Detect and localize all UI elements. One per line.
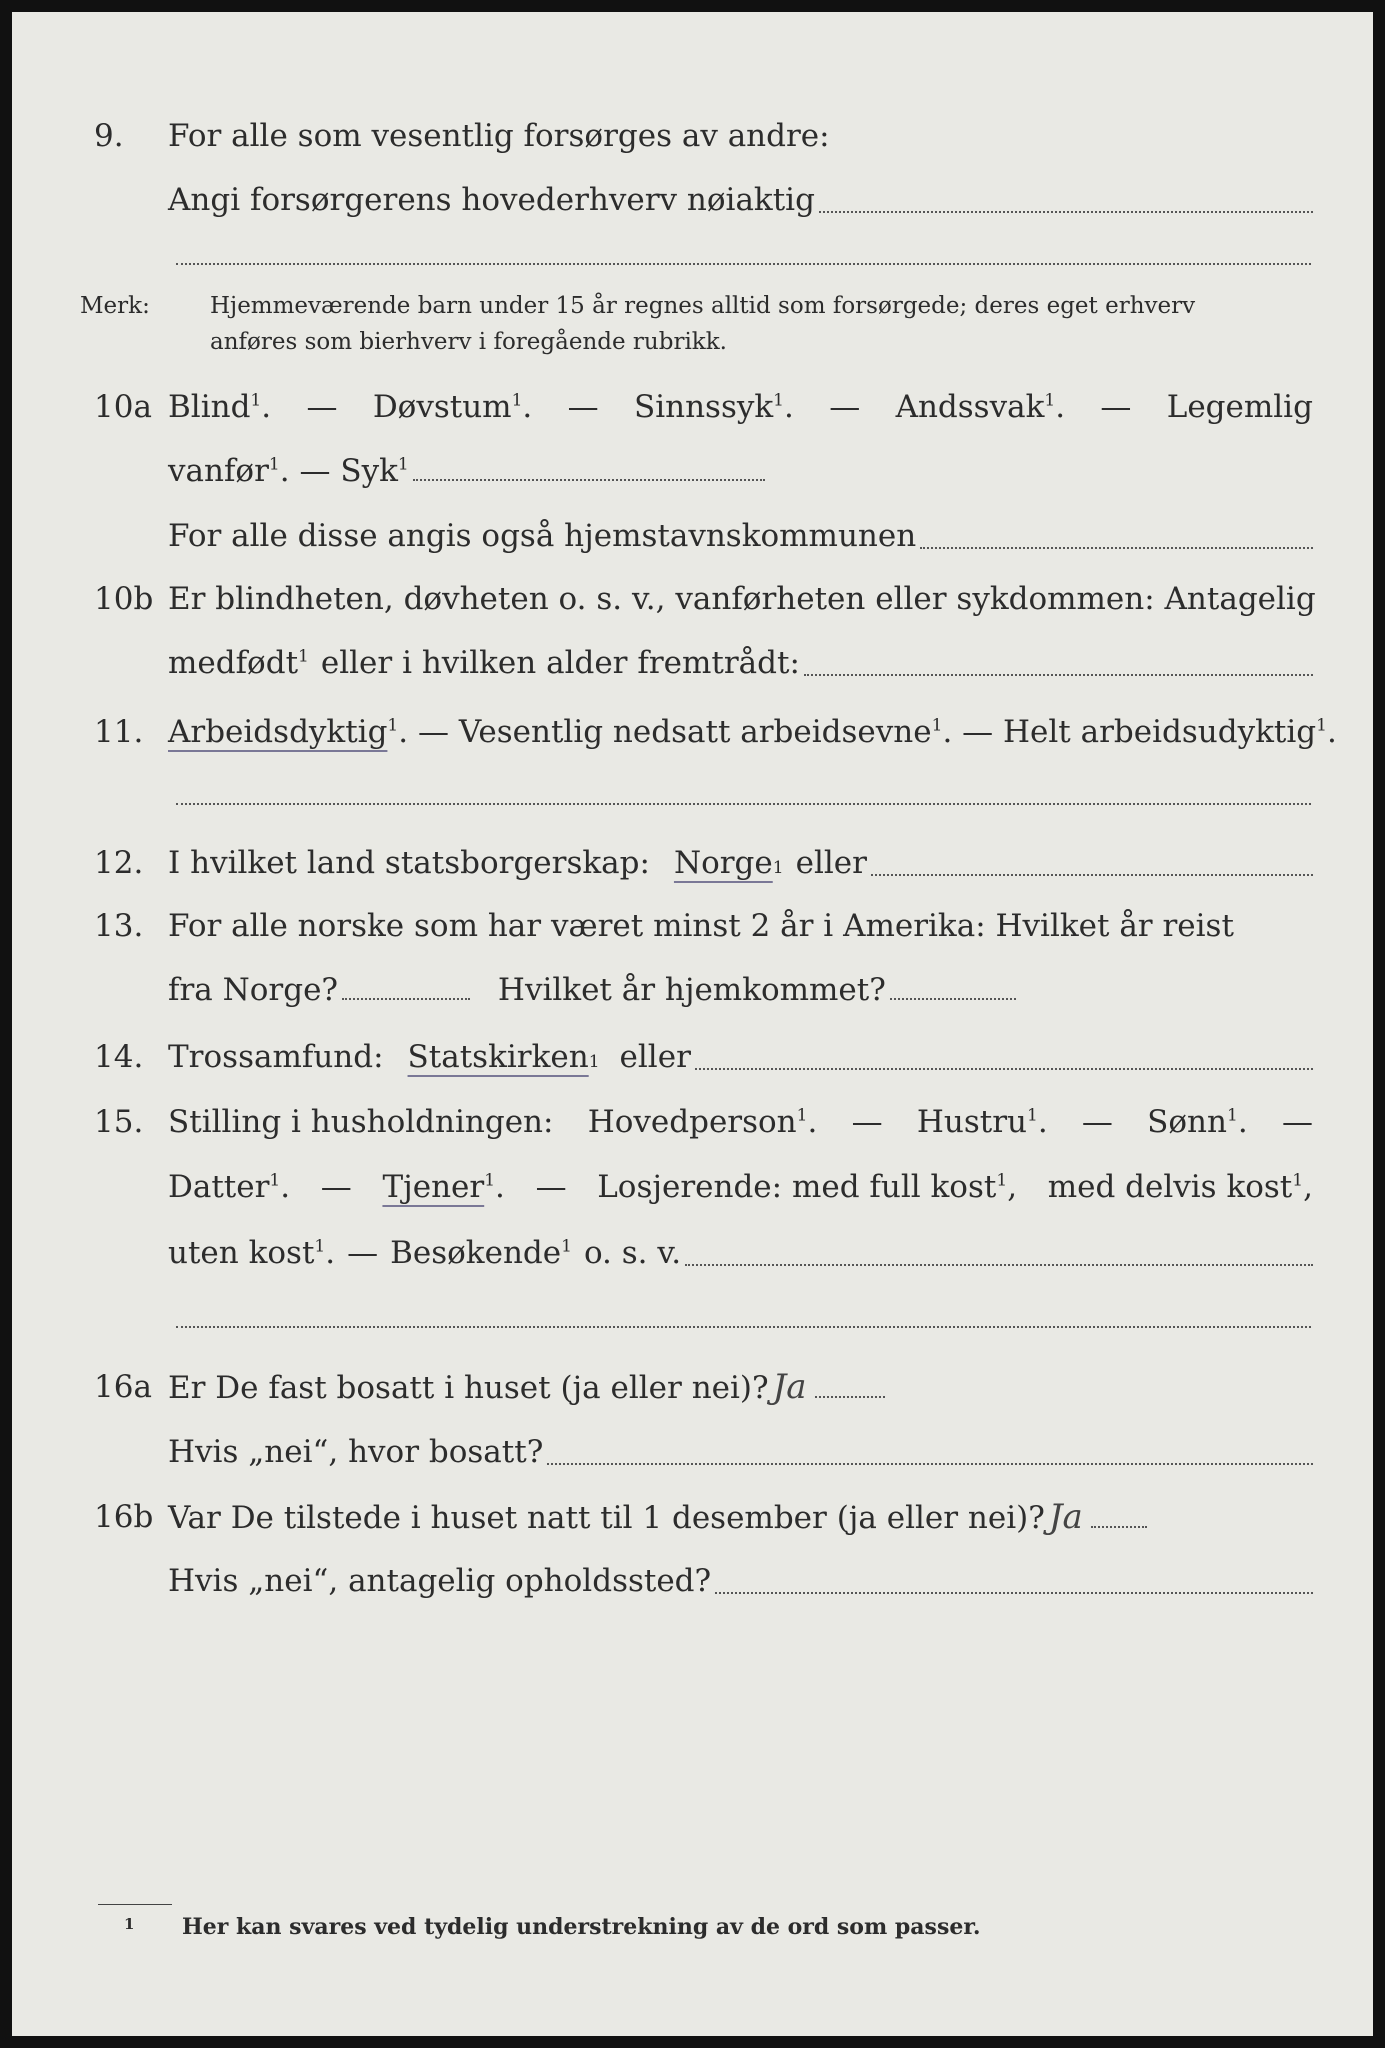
option-andssvak[interactable]: Andssvak$^1$. — [895, 389, 1066, 425]
q13-reist-line[interactable] — [342, 997, 470, 1000]
dash: — — [299, 453, 331, 489]
q10b-row2 — [12, 638, 1373, 688]
option-full-kost[interactable]: Losjerende: med full kost$^1$, — [597, 1169, 1018, 1205]
q16a-answer-line[interactable] — [815, 1395, 885, 1398]
q11-number: 11. — [94, 714, 144, 750]
q15-row2 — [12, 1162, 1373, 1212]
q11-row: 11. Arbeidsdyktig$^1$. — Vesentlig nedsatt arbeidsevne$^1$. — Helt arbeidsudyktig$^1$. — [12, 707, 1373, 757]
q13-row — [12, 901, 1373, 951]
q12-label: I hvilket land statsborgerskap: — [168, 845, 650, 881]
q15-label: Stilling i husholdningen: — [168, 1104, 554, 1140]
q16a-handwritten-answer: Ja — [772, 1367, 807, 1407]
q12-number: 12. — [94, 845, 144, 881]
q11-extra-line[interactable] — [176, 802, 1311, 805]
option-syk[interactable]: Syk$^1$ — [340, 453, 409, 489]
q14-answer-line[interactable] — [695, 1067, 1313, 1070]
option-nedsatt-arbeidsevne[interactable]: Vesentlig nedsatt arbeidsevne$^1$. — [458, 714, 953, 750]
q16b-opholdssted-line[interactable] — [715, 1591, 1313, 1594]
q15-extra-line[interactable] — [176, 1325, 1311, 1328]
q15-answer-line[interactable] — [685, 1263, 1313, 1266]
q14-number: 14. — [94, 1039, 144, 1075]
option-uten-kost[interactable]: uten kost$^1$. — [168, 1235, 336, 1271]
q15-osv: o. s. v. — [583, 1235, 682, 1271]
option-helt-arbeidsudyktig[interactable]: Helt arbeidsudyktig$^1$. — [1003, 714, 1337, 750]
q16b-line2: Hvis „nei“, antagelig opholdssted? — [168, 1563, 712, 1599]
q13-row2 — [12, 965, 1373, 1015]
q9-row — [12, 111, 1373, 161]
option-delvis-kost[interactable]: med delvis kost$^1$, — [1047, 1169, 1313, 1205]
q12-answer-line[interactable] — [871, 873, 1313, 876]
option-arbeidsdyktig[interactable]: Arbeidsdyktig — [168, 714, 388, 750]
merk-line1: Hjemmeværende barn under 15 år regnes alltid som forsørgede; deres eget erhverv — [210, 293, 1196, 319]
q16a-row — [12, 1362, 1373, 1412]
merk-label: Merk: — [80, 293, 150, 319]
footnote-text: Her kan svares ved tydelig understrekning av de ord som passer. — [182, 1914, 981, 1940]
q15-row3 — [12, 1228, 1373, 1278]
q12-row: 12. I hvilket land statsborgerskap: Norge 1 eller — [12, 838, 1373, 888]
q10a-row3 — [12, 511, 1373, 561]
q10b-line1: Er blindheten, døvheten o. s. v., vanførheten eller sykdommen: Antagelig — [168, 581, 1316, 617]
q13-hjemkommet: Hvilket år hjemkommet? — [497, 972, 886, 1008]
option-hovedperson[interactable]: Hovedperson$^1$. — [587, 1104, 818, 1140]
q15-number: 15. — [94, 1104, 144, 1140]
option-dovstum[interactable]: Døvstum$^1$. — [372, 389, 533, 425]
dash: — — [306, 389, 338, 425]
q13-hjemkommet-line[interactable] — [890, 997, 1016, 1000]
footnote — [124, 1910, 981, 1944]
q13-line1: For alle norske som har været minst 2 år i Amerika: Hvilket år reist — [168, 908, 1234, 944]
option-sonn[interactable]: Sønn$^1$. — [1147, 1104, 1248, 1140]
q16b-row — [12, 1492, 1373, 1542]
q9-line2: Angi forsørgerens hovederhverv nøiaktig — [168, 182, 815, 218]
dash: — — [1281, 1104, 1313, 1140]
census-form-page — [12, 12, 1373, 2036]
dash: — — [535, 1169, 567, 1205]
dash: — — [320, 1169, 352, 1205]
q13-number: 13. — [94, 908, 144, 944]
q10b-answer-line[interactable] — [804, 673, 1313, 676]
q14-label: Trossamfund: — [168, 1039, 384, 1075]
q16a-number: 16a — [94, 1369, 152, 1405]
option-legemlig[interactable]: Legemlig — [1166, 389, 1313, 425]
option-norge[interactable]: Norge — [673, 845, 773, 881]
option-hustru[interactable]: Hustru$^1$. — [916, 1104, 1048, 1140]
dash: — — [829, 389, 861, 425]
q10b-line2: eller i hvilken alder fremtrådt: — [320, 645, 800, 681]
footnote-rule — [98, 1904, 172, 1905]
q10a-line3: For alle disse angis også hjemstavnskommunen — [168, 518, 917, 554]
footnote-mark: 1 — [124, 1915, 135, 1933]
q9-extra-line[interactable] — [176, 262, 1311, 265]
option-statskirken[interactable]: Statskirken — [407, 1039, 589, 1075]
option-sinnssyk[interactable]: Sinnssyk$^1$. — [633, 389, 794, 425]
q10b-number: 10b — [94, 581, 154, 617]
q15-row — [12, 1097, 1373, 1147]
q9-number: 9. — [94, 118, 124, 154]
dash: — — [347, 1235, 379, 1271]
q16b-handwritten-answer: Ja — [1048, 1497, 1083, 1537]
q10a-syk-line[interactable] — [413, 478, 765, 481]
option-vanfor[interactable]: vanfør$^1$. — [168, 453, 290, 489]
q10a-number: 10a — [94, 389, 152, 425]
dash: — — [851, 1104, 883, 1140]
q16b-row2 — [12, 1556, 1373, 1606]
q16a-line2: Hvis „nei“, hvor bosatt? — [168, 1434, 544, 1470]
q14-eller: eller — [619, 1039, 691, 1075]
q16b-question: Var De tilstede i huset natt til 1 desember (ja eller nei)? — [168, 1500, 1045, 1536]
q16b-answer-line[interactable] — [1091, 1525, 1147, 1528]
merk-line2: anføres som bierhverv i foregående rubrikk. — [210, 329, 727, 355]
q9-answer-line[interactable] — [819, 210, 1313, 213]
dash: — — [567, 389, 599, 425]
q16a-bosatt-line[interactable] — [547, 1462, 1313, 1465]
q9-line1: For alle som vesentlig forsørges av andre: — [168, 118, 830, 154]
dash: — — [962, 714, 994, 750]
option-blind[interactable]: Blind$^1$. — [168, 389, 272, 425]
option-tjener[interactable]: Tjener$^1$. — [382, 1169, 505, 1205]
q16a-row2 — [12, 1427, 1373, 1477]
dash: — — [1081, 1104, 1113, 1140]
q12-eller: eller — [795, 845, 867, 881]
q10b-row — [12, 574, 1373, 624]
q14-row: 14. Trossamfund: Statskirken 1 eller — [12, 1032, 1373, 1082]
option-besokende[interactable]: Besøkende$^1$ — [390, 1235, 572, 1271]
option-datter[interactable]: Datter$^1$. — [168, 1169, 291, 1205]
dash: — — [417, 714, 449, 750]
q16a-question: Er De fast bosatt i huset (ja eller nei)? — [168, 1370, 769, 1406]
dash: — — [1100, 389, 1132, 425]
option-medfodt[interactable]: medfødt$^1$ — [168, 645, 309, 681]
q9-row2 — [12, 175, 1373, 225]
q10a-row2 — [12, 446, 1373, 496]
q10a-hjemstavn-line[interactable] — [920, 546, 1313, 549]
q16b-number: 16b — [94, 1499, 154, 1535]
q13-fra-norge: fra Norge? — [168, 972, 339, 1008]
q10a-row — [12, 382, 1373, 432]
